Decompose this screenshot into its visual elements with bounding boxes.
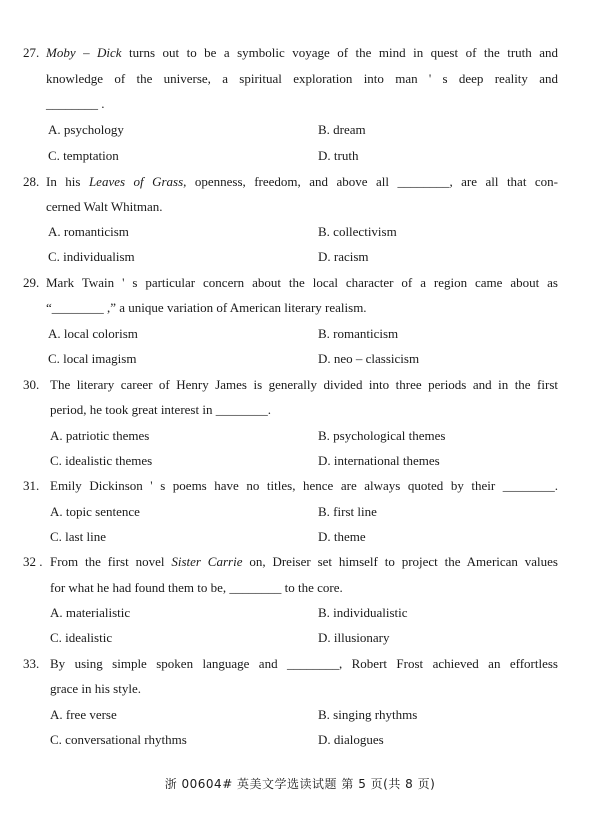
question-line: In his Leaves of Grass, openness, freedom, and above all ________, are all that con- bbox=[46, 174, 558, 189]
option-c[interactable]: C. conversational rhythms bbox=[50, 732, 187, 747]
question-line: period, he took great interest in ________. bbox=[50, 402, 271, 417]
option-d[interactable]: D. international themes bbox=[318, 453, 440, 468]
question-line: The literary career of Henry James is generally divided into three periods and in the first bbox=[50, 377, 558, 392]
question-number: 32 . bbox=[23, 554, 43, 569]
question-line: ________ . bbox=[46, 96, 105, 111]
option-d[interactable]: D. theme bbox=[318, 529, 366, 544]
question-number: 29. bbox=[23, 275, 40, 290]
title-italic: Sister Carrie bbox=[171, 554, 243, 569]
option-a[interactable]: A. patriotic themes bbox=[50, 428, 150, 443]
question-line: Emily Dickinson ' s poems have no titles, hence are always quoted by their ________. bbox=[50, 478, 558, 493]
title-italic: Leaves of Grass bbox=[88, 174, 184, 189]
question-line: “________ ,” a unique variation of American literary realism. bbox=[46, 300, 367, 315]
question-number: 28. bbox=[23, 174, 40, 189]
option-c[interactable]: C. temptation bbox=[48, 148, 119, 163]
option-c[interactable]: C. idealistic bbox=[50, 630, 113, 645]
question-number: 27. bbox=[23, 45, 40, 60]
option-b[interactable]: B. psychological themes bbox=[318, 428, 446, 443]
option-d[interactable]: D. neo – classicism bbox=[318, 351, 420, 366]
option-a[interactable]: A. materialistic bbox=[50, 605, 131, 620]
question-number: 30. bbox=[23, 377, 40, 392]
question-line: cerned Walt Whitman. bbox=[46, 199, 163, 214]
question-line: By using simple spoken language and ________, Robert Frost achieved an effortless bbox=[50, 656, 558, 671]
option-b[interactable]: B. singing rhythms bbox=[318, 707, 418, 722]
title-italic: Moby – Dick bbox=[46, 45, 122, 60]
question-line: grace in his style. bbox=[50, 681, 141, 696]
option-a[interactable]: A. romanticism bbox=[48, 224, 129, 239]
option-b[interactable]: B. romanticism bbox=[318, 326, 399, 341]
option-d[interactable]: D. truth bbox=[318, 148, 359, 163]
option-c[interactable]: C. idealistic themes bbox=[50, 453, 153, 468]
option-a[interactable]: A. local colorism bbox=[48, 326, 138, 341]
question-line: Moby – Dick turns out to be a symbolic voyage of the mind in quest of the truth and bbox=[46, 45, 558, 60]
option-b[interactable]: B. individualistic bbox=[318, 605, 408, 620]
option-b[interactable]: B. dream bbox=[318, 122, 366, 137]
page-footer: 浙 00604# 英美文学选读试题 第 5 页(共 8 页) bbox=[164, 777, 436, 791]
option-c[interactable]: C. local imagism bbox=[48, 351, 137, 366]
option-d[interactable]: D. racism bbox=[318, 249, 369, 264]
option-b[interactable]: B. first line bbox=[318, 504, 377, 519]
question-line: Mark Twain ' s particular concern about the local character of a region came about as bbox=[46, 275, 558, 290]
question-number: 31. bbox=[23, 478, 40, 493]
option-a[interactable]: A. topic sentence bbox=[50, 504, 140, 519]
option-b[interactable]: B. collectivism bbox=[318, 224, 397, 239]
question-line: From the first novel Sister Carrie on, Dreiser set himself to project the American values bbox=[50, 554, 558, 569]
option-a[interactable]: A. psychology bbox=[48, 122, 124, 137]
option-d[interactable]: D. dialogues bbox=[318, 732, 384, 747]
option-c[interactable]: C. individualism bbox=[48, 249, 135, 264]
question-number: 33. bbox=[23, 656, 40, 671]
option-c[interactable]: C. last line bbox=[50, 529, 106, 544]
option-d[interactable]: D. illusionary bbox=[318, 630, 390, 645]
question-line: for what he had found them to be, ________ to the core. bbox=[50, 580, 343, 595]
option-a[interactable]: A. free verse bbox=[50, 707, 117, 722]
question-line: knowledge of the universe, a spiritual exploration into man ' s deep reality and bbox=[46, 71, 558, 86]
